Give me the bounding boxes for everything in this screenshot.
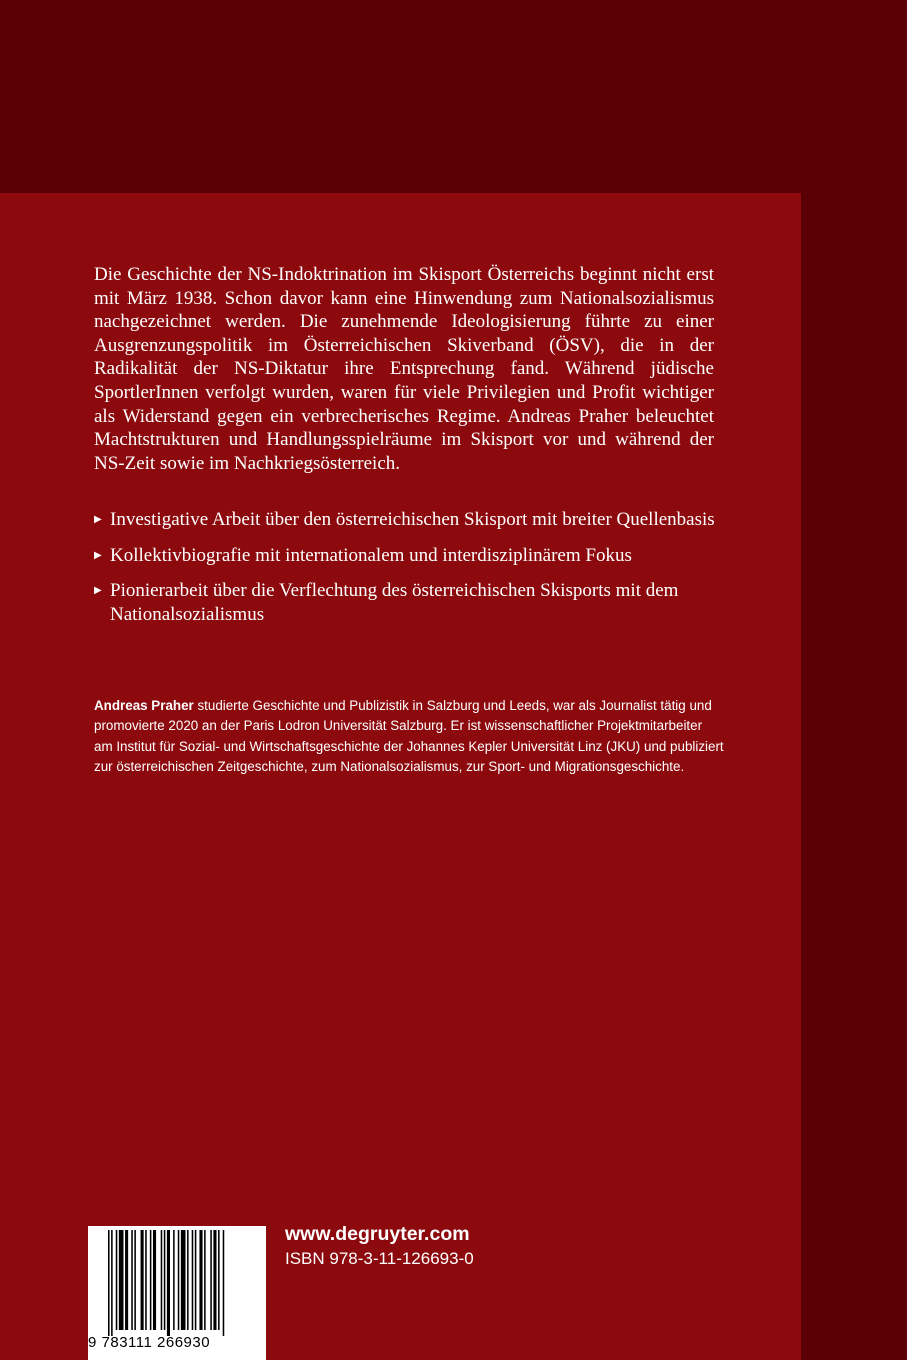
triangle-right-icon: ▶ xyxy=(94,514,102,525)
feature-item xyxy=(94,579,754,626)
barcode-digits: 9 783111 266930 xyxy=(88,1334,211,1351)
barcode-bar xyxy=(173,1230,175,1330)
feature-text: Kollektivbiografie mit internationalem und interdisziplinärem Fokus xyxy=(110,544,632,566)
barcode-bar xyxy=(192,1230,194,1330)
barcode-bar xyxy=(141,1230,144,1330)
author-bio-text: studierte Geschichte und Publizistik in Salzburg und Leeds, war als Journalist tätig und promovierte 2020 an der Paris Lodron Universität Salzburg. Er ist wissenschaftlicher Projektmitarbeiter am Institut für Sozial- und Wirtschaftsgeschichte der Johannes Kepler Universität Linz (JKU) und publiziert zur österreichischen Zeitgeschichte, zum Nationalsozialismus, zur Sport- und Migrationsgeschichte. xyxy=(94,698,724,775)
barcode-bar xyxy=(178,1230,180,1330)
barcode-bar xyxy=(145,1230,147,1330)
barcode-bar xyxy=(204,1230,206,1330)
barcode-bar xyxy=(134,1230,136,1330)
barcode-bar xyxy=(150,1230,152,1330)
feature-text: Investigative Arbeit über den österreichischen Skisport mit breiter Quellenbasis xyxy=(110,509,715,530)
barcode-bar xyxy=(218,1230,220,1330)
isbn-number: ISBN 978-3-11-126693-0 xyxy=(285,1249,474,1268)
barcode-bar xyxy=(187,1230,189,1330)
barcode-bar xyxy=(164,1230,166,1330)
feature-item xyxy=(94,508,754,532)
feature-list xyxy=(94,508,754,638)
barcode-bar xyxy=(181,1230,186,1330)
feature-text: Pionierarbeit über die Verflechtung des österreichischen Skisports mit dem Nationalsozialismus xyxy=(110,580,679,625)
barcode-bar xyxy=(199,1230,202,1330)
barcode-bar xyxy=(111,1230,113,1336)
blurb-text: Die Geschichte der NS-Indoktrination im Skisport Österreichs beginnt nicht erst mit März 1938. Schon davor kann eine Hinwendung zum Nationalsozialismus nachgezeichnet werden. Die zunehmende Ideologisierung führte zu einer Ausgrenzungspolitik im Österreichischen Skiverband (ÖSV), die in der Radikalität der NS-Diktatur ihre Entsprechung fand. Während jüdische SportlerInnen verfolgt wurden, waren für viele Privilegien und Profit wichtiger als Widerstand gegen ein verbrecherisches Regime. Andreas Praher beleuchtet Machtstrukturen und Handlungsspielräume im Skisport vor und während der NS-Zeit sowie im Nachkriegsösterreich. xyxy=(94,264,714,474)
author-bio xyxy=(94,696,724,778)
barcode-bar xyxy=(210,1230,212,1330)
barcode-bar xyxy=(108,1230,110,1336)
barcode-bar xyxy=(213,1230,216,1330)
author-name: Andreas Praher xyxy=(94,698,194,713)
barcode-bar xyxy=(153,1230,156,1330)
barcode-bar xyxy=(223,1230,225,1336)
triangle-right-icon: ▶ xyxy=(94,585,102,597)
publisher-url[interactable]: www.degruyter.com xyxy=(285,1223,470,1245)
barcode-bar xyxy=(167,1230,170,1336)
barcode-bar xyxy=(125,1230,128,1330)
barcode-bar xyxy=(119,1230,124,1330)
barcode xyxy=(88,1226,266,1360)
feature-item xyxy=(94,544,754,568)
barcode-bar xyxy=(161,1230,163,1330)
triangle-right-icon: ▶ xyxy=(94,549,102,561)
barcode-bar xyxy=(131,1230,133,1330)
barcode-bar xyxy=(195,1230,197,1330)
barcode-bar xyxy=(116,1230,118,1330)
